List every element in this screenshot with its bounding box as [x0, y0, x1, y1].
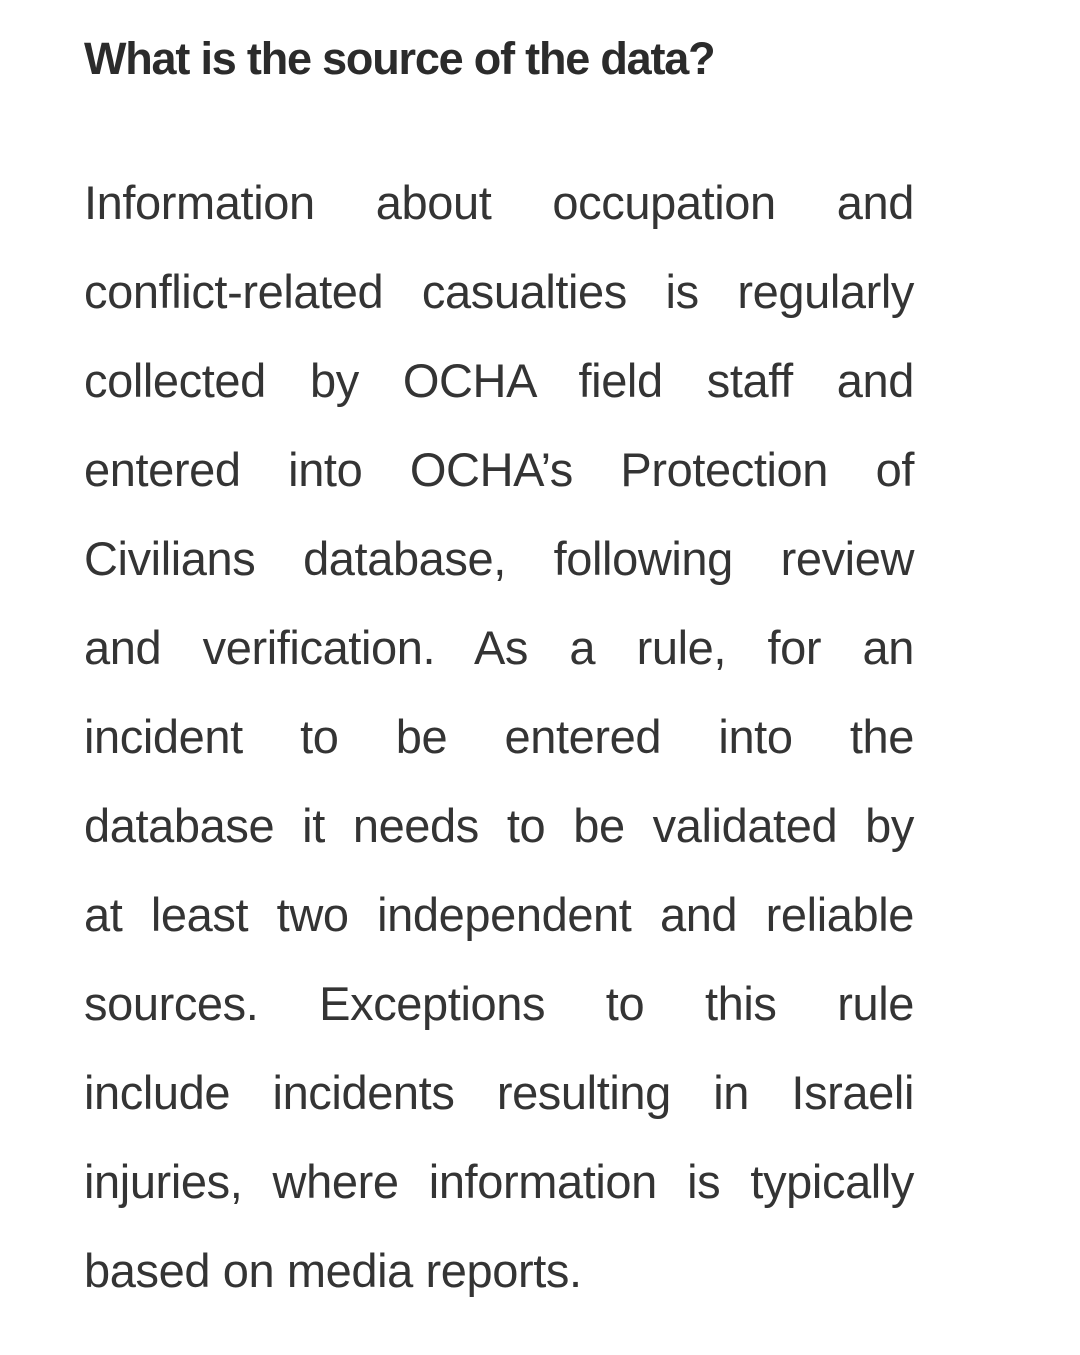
paragraph-line: injuries, where information is typically: [84, 1155, 914, 1208]
paragraph-line: Information about occupation and: [84, 176, 914, 229]
paragraph-line: based on media reports.: [84, 1244, 582, 1297]
paragraph-line: collected by OCHA field staff and: [84, 354, 914, 407]
paragraph-line: database it needs to be validated by: [84, 799, 914, 852]
answer-paragraph: [84, 158, 914, 1315]
paragraph-line: sources. Exceptions to this rule: [84, 977, 914, 1030]
paragraph-line: include incidents resulting in Israeli: [84, 1066, 914, 1119]
paragraph-line: entered into OCHA’s Protection of: [84, 443, 914, 496]
paragraph-line: at least two independent and reliable: [84, 888, 914, 941]
paragraph-line: and verification. As a rule, for an: [84, 621, 914, 674]
paragraph-line: incident to be entered into the: [84, 710, 914, 763]
paragraph-line: Civilians database, following review: [84, 532, 914, 585]
section-heading: What is the source of the data?: [84, 33, 715, 84]
paragraph-line: conflict-related casualties is regularly: [84, 265, 914, 318]
